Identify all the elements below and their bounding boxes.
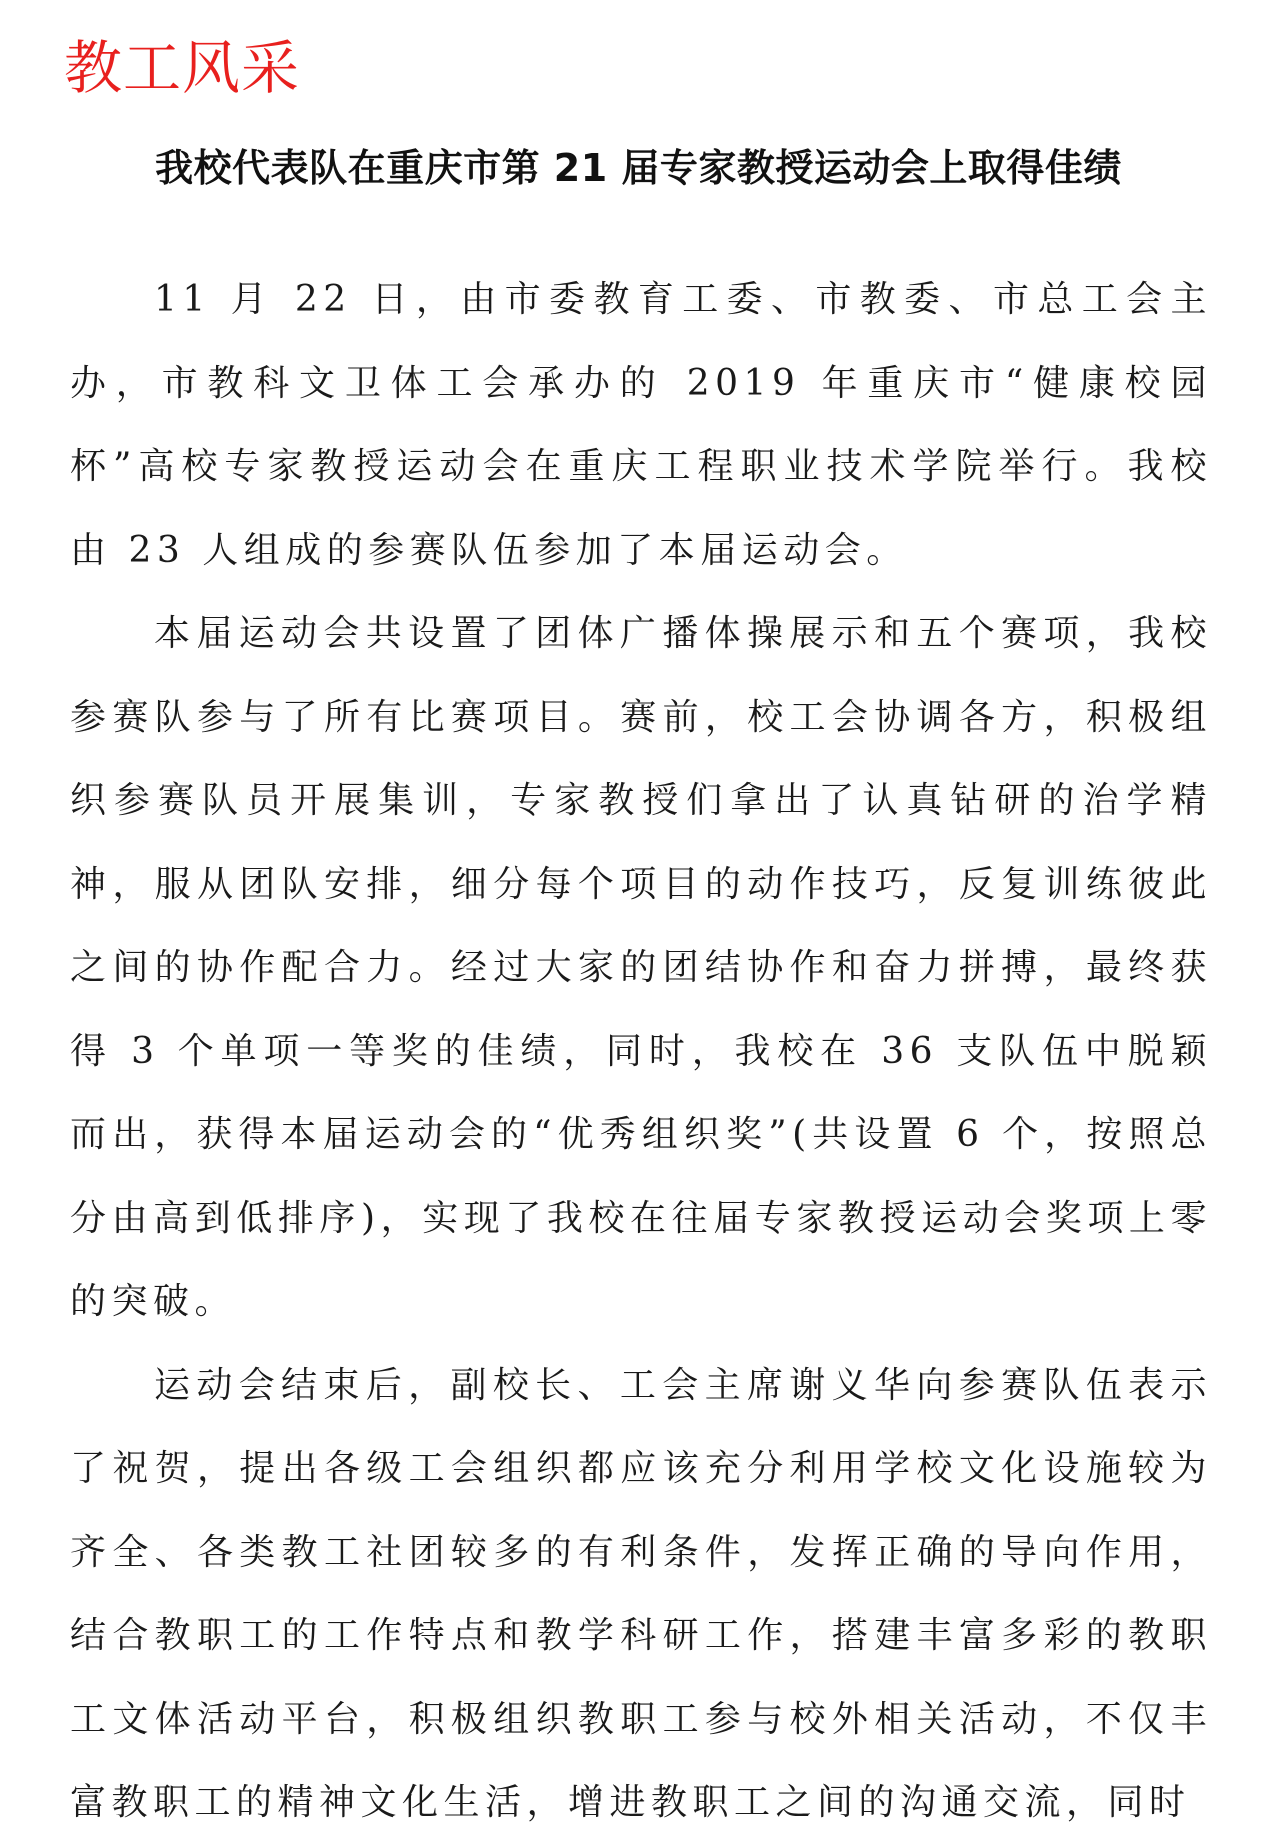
article-paragraph-1: 11 月 22 日，由市委教育工委、市教委、市总工会主办，市教科文卫体工会承办的 2019 年重庆市“健康校园杯”高校专家教授运动会在重庆工程职业技术学院举行。我校由 23 人组成的参赛队伍参加了本届运动会。 [70,279,1212,571]
article-title: 我校代表队在重庆市第 21 届专家教授运动会上取得佳绩 [155,146,1122,190]
article-paragraph-3: 运动会结束后，副校长、工会主席谢义华向参赛队伍表示了祝贺，提出各级工会组织都应该充分利用学校文化设施较为齐全、各类教工社团较多的有利条件，发挥正确的导向作用，结合教职工的工作特点和教学科研工作，搭建丰富多彩的教职工文体活动平台，积极组织教职工参与校外相关活动，不仅丰富教职工的精神文化生活，增进教职工之间的沟通交流，同时 [70,1364,1212,1823]
section-label: 教工风采 [64,34,301,102]
article-body [70,258,1212,1828]
article-paragraph-2: 本届运动会共设置了团体广播体操展示和五个赛项，我校参赛队参与了所有比赛项目。赛前，校工会协调各方，积极组织参赛队员开展集训，专家教授们拿出了认真钻研的治学精神，服从团队安排，细分每个项目的动作技巧，反复训练彼此之间的协作配合力。经过大家的团结协作和奋力拼搏，最终获得 3 个单项一等奖的佳绩，同时，我校在 36 支队伍中脱颖而出，获得本届运动会的“优秀组织奖”(共设置 6 个，按照总分由高到低排序)，实现了我校在往届专家教授运动会奖项上零的突破。 [70,613,1212,1322]
